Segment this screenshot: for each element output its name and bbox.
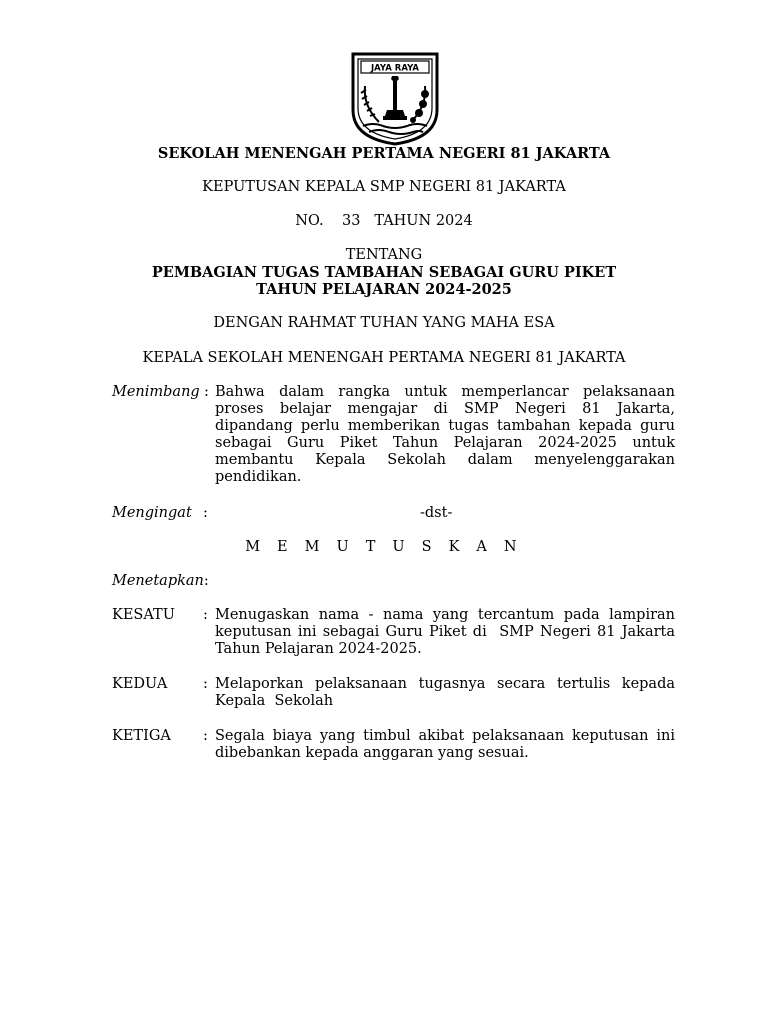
item-line: Tahun Pelajaran 2024-2025. [215,641,422,657]
school-name: SEKOLAH MENENGAH PERTAMA NEGERI 81 JAKARTA [157,145,611,162]
item-line: Menugaskan nama - nama yang tercantum pada lampiran [215,607,675,623]
authority-line: KEPALA SEKOLAH MENENGAH PERTAMA NEGERI 81 JAKARTA [142,350,626,366]
menimbang-text [215,384,675,486]
menimbang-line: pendidikan. [215,469,302,485]
number-prefix: NO. [295,213,324,229]
decree-title: KEPUTUSAN KEPALA SMP NEGERI 81 JAKARTA [202,179,566,195]
menimbang-colon: : [204,384,209,400]
about-label: TENTANG [345,247,423,263]
menimbang-line: dipandang perlu memberikan tugas tambahan kepada guru [215,418,675,434]
decree-number-line [0,213,768,229]
item-line: Kepala Sekolah [215,693,334,709]
item-colon: : [203,728,208,744]
menimbang-line: Bahwa dalam rangka untuk memperlancar pelaksanaan [215,384,675,400]
item-text [215,676,675,710]
invocation: DENGAN RAHMAT TUHAN YANG MAHA ESA [213,315,555,331]
menimbang-line: sebagai Guru Piket Tahun Pelajaran 2024-2025 untuk [215,435,675,451]
item-text [215,607,675,658]
item-text [215,728,675,762]
subject-line-1: PEMBAGIAN TUGAS TAMBAHAN SEBAGAI GURU PIKET [151,264,617,281]
emblem-motto: JAYA RAYA [370,63,420,74]
item-line: Melaporkan pelaksanaan tugasnya secara tertulis kepada [215,676,675,692]
mengingat-label: Mengingat [112,505,192,521]
menetapkan-label: Menetapkan [112,573,204,589]
menimbang-label: Menimbang [112,384,200,400]
item-line: dibebankan kepada anggaran yang sesuai. [215,745,529,761]
item-line: keputusan ini sebagai Guru Piket di SMP Negeri 81 Jakarta [215,624,675,640]
decision-heading: M E M U T U S K A N [245,539,523,555]
item-label: KESATU [112,607,175,623]
item-line: Segala biaya yang timbul akibat pelaksanaan keputusan ini [215,728,675,744]
item-colon: : [203,607,208,623]
item-colon: : [203,676,208,692]
jakarta-emblem [349,50,441,146]
decree-year: TAHUN 2024 [374,213,473,229]
menimbang-line: proses belajar mengajar di SMP Negeri 81 Jakarta, [215,401,675,417]
mengingat-value: -dst- [420,505,453,521]
item-label: KETIGA [112,728,171,744]
decree-number: 33 [342,213,361,229]
item-label: KEDUA [112,676,168,692]
menimbang-line: membantu Kepala Sekolah dalam menyelenggarakan [215,452,675,468]
mengingat-colon: : [203,505,208,521]
subject-line-2: TAHUN PELAJARAN 2024-2025 [256,281,512,298]
menetapkan-label-wrap: Menetapkan: [112,573,209,589]
